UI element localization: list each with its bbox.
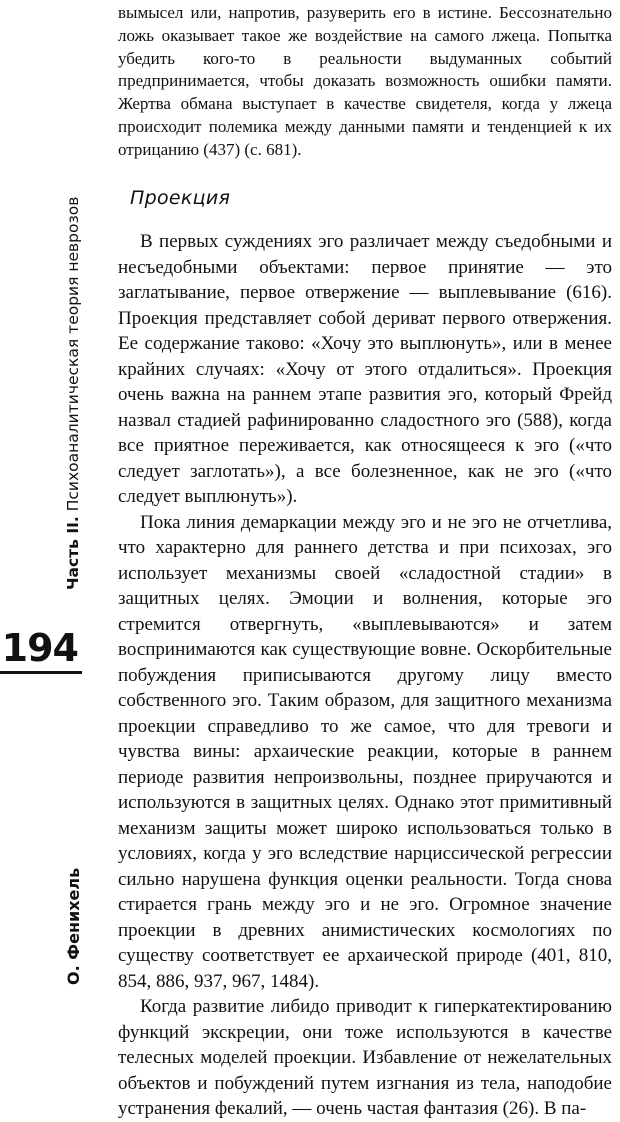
paragraph: Когда развитие либидо приводит к гиперкатектированию функций экскреции, они тоже используются в качестве телесных моделей проекции. Избавление от нежелательных объектов и побуждений путем изгнания из тела, наподобие устранения фекалий, — очень частая фантазия (26). В па-: [118, 996, 612, 1120]
running-head-title: Психоаналитическая теория неврозов: [64, 196, 82, 512]
page-number-rule: [0, 671, 82, 674]
paragraph: Пока линия демаркации между эго и не эго не отчетлива, что характерно для раннего детства и при психозах, эго использует механизмы своей «сладостной стадии» в защитных целях. Эмоции и волнения, которые эго стремится отвергнуть, «выплевываются» и затем воспринимаются как существующие вовне. Оскорбительные побуждения приписываются другому лицу вместо собственного эго. Таким образом, для защитного механизма проекции справедливо то же самое, что для тревоги и чувства вины: архаические реакции, которые в раннем периоде развития непроизвольны, позднее приручаются и используются в защитных целях. Однако этот примитивный механизм защиты может широко использоваться только в условиях, когда у эго вследствие нарциссической регрессии сильно нарушена функция оценки реальности. Тогда снова стирается грань между эго и не эго. Огромное значение проекции в древних анимистических космологиях по существу соответствует ее архаической природе (401, 810, 854, 886, 937, 967, 1484).: [118, 511, 612, 992]
paragraph: В первых суждениях эго различает между съедобными и несъедобными объектами: первое принятие — это заглатывание, первое отвержение — выплевывание (616). Проекция представляет собой дериват первого отвержения. Ее содержание таково: «Хочу это выплюнуть», или в менее крайних случаях: «Хочу от этого отдалиться». Проекция очень важна на раннем этапе развития эго, который Фрейд назвал стадией рафинированно сладостного эго (588), когда все приятное переживается, как относящееся к эго («что следует заглотать»), а все болезненное, как не эго («что следует выплюнуть»).: [118, 231, 612, 508]
author-name: О. Фенихель: [64, 867, 83, 985]
running-head-part: Часть II.: [64, 516, 82, 590]
left-margin: [0, 0, 90, 993]
section-heading: Проекция: [130, 186, 231, 209]
page-number: 194: [1, 626, 78, 670]
paragraph-continued: вымысел или, напротив, разуверить его в истине. Бессознательно ложь оказывает такое же воздействие на самого лжеца. Попытка убедить кого-то в реальности выдуманных событий предпринимается, чтобы доказать возможность ошибки памяти. Жертва обмана выступает в качестве свидетеля, когда у лжеца происходит полемика между данными памяти и тенденцией к их отрицанию (437) (с. 681).: [118, 3, 612, 159]
running-head: [64, 196, 82, 590]
text-column: [118, 2, 612, 1122]
